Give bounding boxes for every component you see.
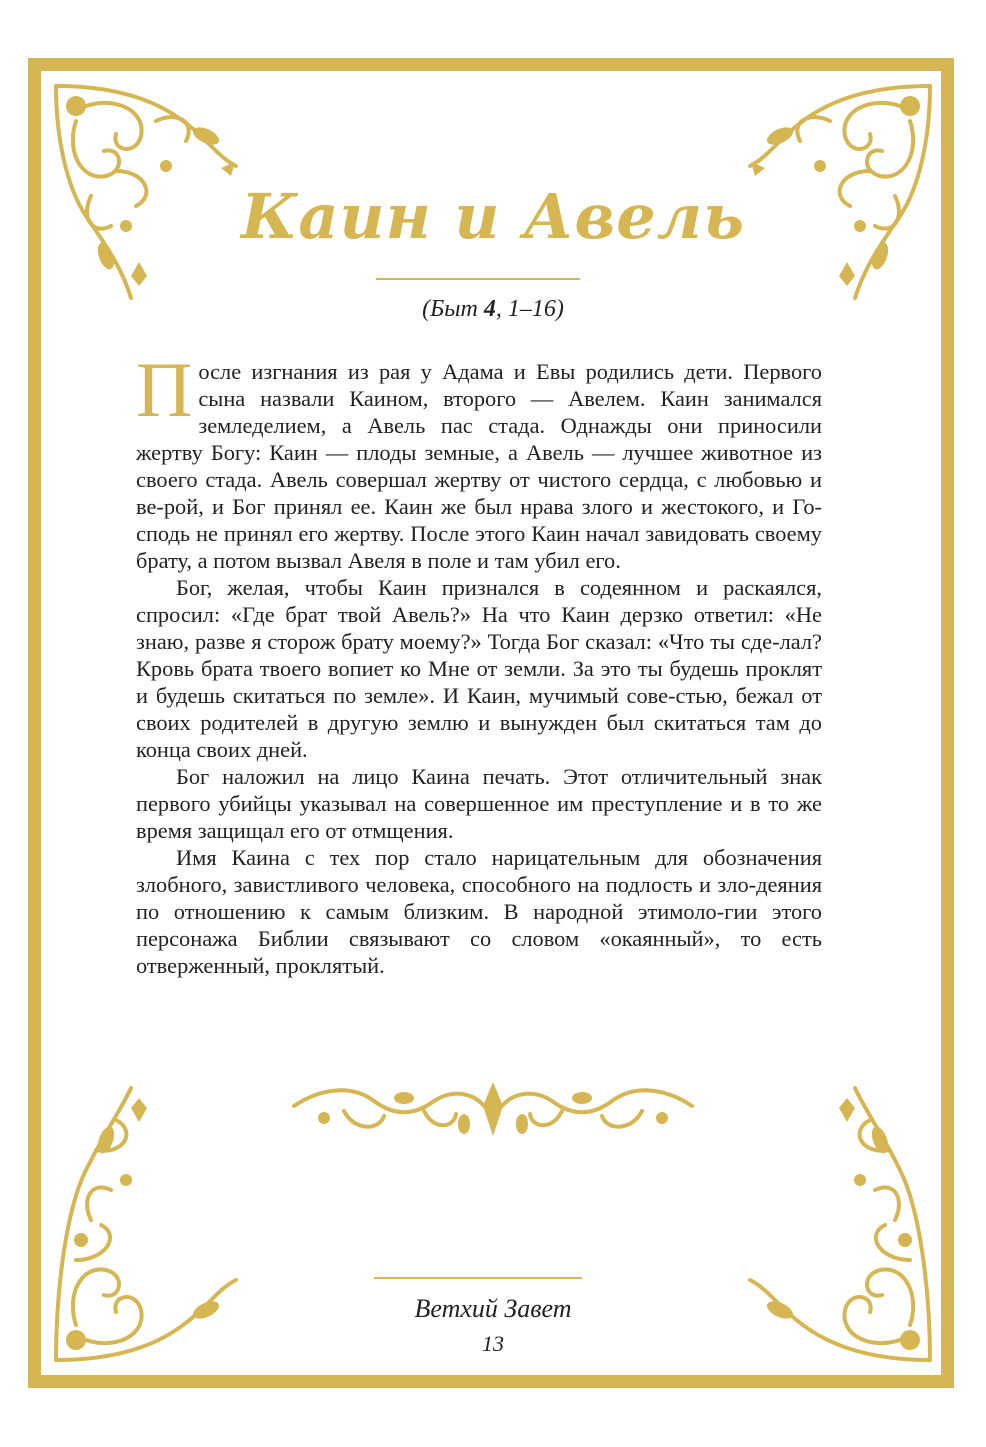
body-text [136, 346, 822, 979]
page-title: Каин и Авель [240, 180, 746, 253]
paragraph-4: Имя Каина с тех пор стало нарицательным для обозначения злобного, завистливого человека, способного на подлость и зло-деяния по отношению к самым близким. В народной этимоло-гии этого персонажа Библии связывают со словом «окаянный», то есть отверженный, проклятый. [136, 845, 822, 978]
paragraph-2: Бог, желая, чтобы Каин признался в содеянном и раскаялся, спросил: «Где брат твой Авель?» На что Каин дерзко ответил: «Не знаю, разве я сторож брату моему?» Тогда Бог сказал: «Что ты сде-лал? Кровь брата твоего вопиет ко Мне от земли. За это ты будешь проклят и будешь скитаться по земле». И Каин, мучимый сове-стью, бежал от своих родителей в другую землю и вынужден был скитаться там до конца своих дней. [136, 575, 822, 762]
book-title: Ветхий Завет [414, 1294, 572, 1323]
scripture-reference: (Быт 4, 1–16) [422, 296, 564, 322]
paragraph-1: После изгнания из рая у Адама и Евы родились дети. Первого сына назвали Каином, второго — Авелем. Каин занимался земледелием, а Авель пас стада. Однажды они приносили жертву Богу: Каин — плоды земные, а Авель — лучшее животное из своего стада. Авель совершал жертву от чистого сердца, с любовью и ве-рой, и Бог принял ее. Каин же был нрава злого и жестокого, и Го-сподь не принял его жертву. После этого Каин начал завидовать своему брату, а потом вызвал Авеля в поле и там убил его. [136, 346, 822, 573]
corner-flourish-bottom-right-icon [740, 1080, 940, 1370]
corner-flourish-bottom-left-icon [46, 1080, 246, 1370]
drop-cap: П [136, 346, 193, 433]
center-flourish-icon [284, 1076, 702, 1142]
footer-divider [374, 1277, 582, 1279]
page-number: 13 [482, 1331, 504, 1356]
title-divider [376, 278, 580, 280]
paragraph-3: Бог наложил на лицо Каина печать. Этот отличительный знак первого убийцы указывал на совершенное им преступление и в то же время защищал его от отмщения. [136, 764, 822, 843]
